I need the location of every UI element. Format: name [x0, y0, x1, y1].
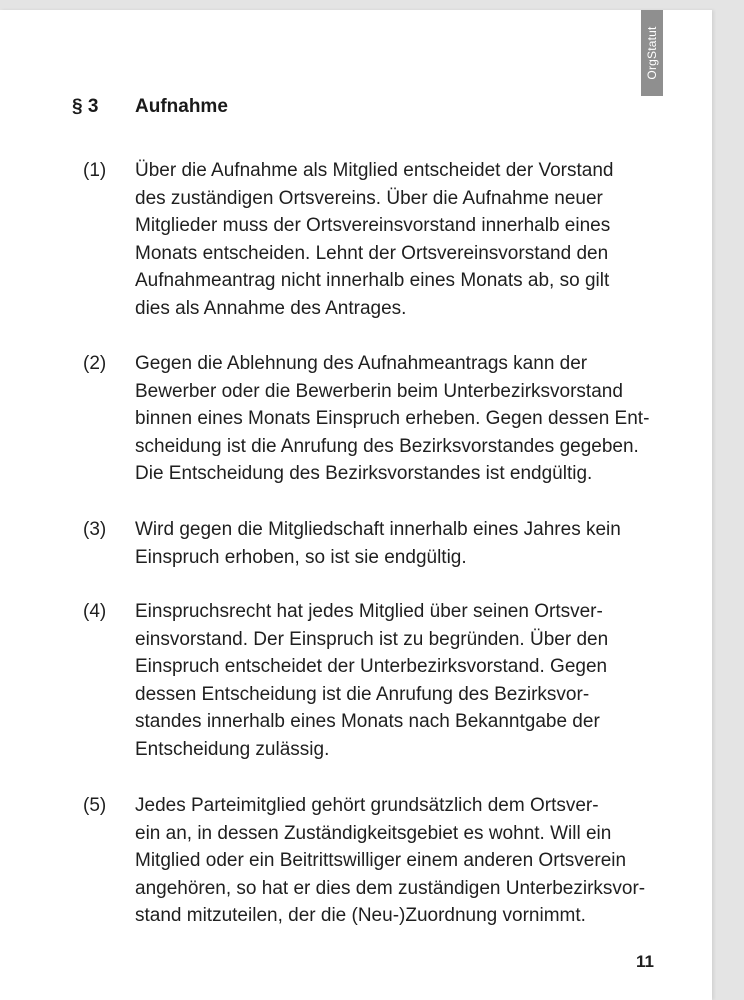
paragraph-line: Gegen die Ablehnung des Aufnahmeantrags kann der — [135, 353, 588, 374]
paragraph-line: Wird gegen die Mitgliedschaft innerhalb eines Jahres kein — [135, 519, 621, 540]
paragraph-line: Einspruch entscheidet der Unterbezirksvorstand. Gegen — [135, 656, 608, 677]
paragraph-line: standes innerhalb eines Monats nach Bekanntgabe der — [135, 711, 600, 732]
side-tab-label: OrgStatut — [645, 26, 659, 80]
paragraph-line: Über die Aufnahme als Mitglied entscheidet der Vorstand — [135, 160, 614, 181]
paragraph-line: stand mitzuteilen, der die (Neu-)Zuordnung vornimmt. — [135, 905, 586, 926]
paragraph-text — [135, 598, 683, 763]
paragraph — [83, 598, 683, 764]
paragraph — [83, 792, 683, 930]
paragraph-line: scheidung ist die Anrufung des Bezirksvorstandes gegeben. — [135, 435, 639, 457]
paragraph-line: angehören, so hat er dies dem zuständigen Unterbezirksvor- — [135, 877, 646, 899]
side-tab — [641, 10, 663, 96]
paragraph-line: Die Entscheidung des Bezirksvorstandes ist endgültig. — [135, 463, 593, 484]
paragraph-line: Aufnahmeantrag nicht innerhalb eines Monats ab, so gilt — [135, 270, 610, 291]
paragraph-text — [135, 350, 683, 488]
section-number: § 3 — [72, 96, 99, 117]
paragraph-line: des zuständigen Ortsvereins. Über die Aufnahme neuer — [135, 187, 603, 209]
paragraph-line: Mitglieder muss der Ortsvereinsvorstand innerhalb eines — [135, 215, 611, 236]
paragraph-text — [135, 792, 683, 930]
paragraph-number: (4) — [83, 601, 107, 622]
section-title: Aufnahme — [135, 96, 228, 117]
paragraph-line: dies als Annahme des Antrages. — [135, 297, 407, 319]
paragraph — [83, 157, 683, 323]
paragraph-line: Jedes Parteimitglied gehört grundsätzlich dem Ortsver- — [135, 795, 599, 816]
paragraph-line: ein an, in dessen Zuständigkeitsgebiet es wohnt. Will ein — [135, 822, 612, 844]
paragraph-number: (3) — [83, 519, 107, 540]
paragraph — [83, 350, 683, 488]
paragraph-line: Einspruch erhoben, so ist sie endgültig. — [135, 546, 467, 568]
paragraph-line: Mitglied oder ein Beitrittswilliger einem anderen Ortsverein — [135, 850, 627, 871]
paragraph-line: binnen eines Monats Einspruch erheben. Gegen dessen Ent- — [135, 408, 650, 429]
paragraph-number: (5) — [83, 795, 107, 816]
paragraph-text — [135, 157, 683, 322]
page-number: 11 — [636, 952, 654, 971]
paragraph-line: Bewerber oder die Bewerberin beim Unterbezirksvorstand — [135, 380, 623, 402]
paragraph-text — [135, 516, 683, 571]
paragraph-line: einsvorstand. Der Einspruch ist zu begründen. Über den — [135, 628, 609, 650]
paragraph-line: Monats entscheiden. Lehnt der Ortsvereinsvorstand den — [135, 242, 609, 264]
paragraph-number: (2) — [83, 353, 107, 374]
paragraph-line: Einspruchsrecht hat jedes Mitglied über seinen Ortsver- — [135, 601, 603, 622]
paragraph-line: dessen Entscheidung ist die Anrufung des Bezirksvor- — [135, 683, 590, 705]
paragraph-number: (1) — [83, 160, 107, 181]
paragraph — [83, 516, 683, 572]
paragraph-line: Entscheidung zulässig. — [135, 738, 330, 760]
